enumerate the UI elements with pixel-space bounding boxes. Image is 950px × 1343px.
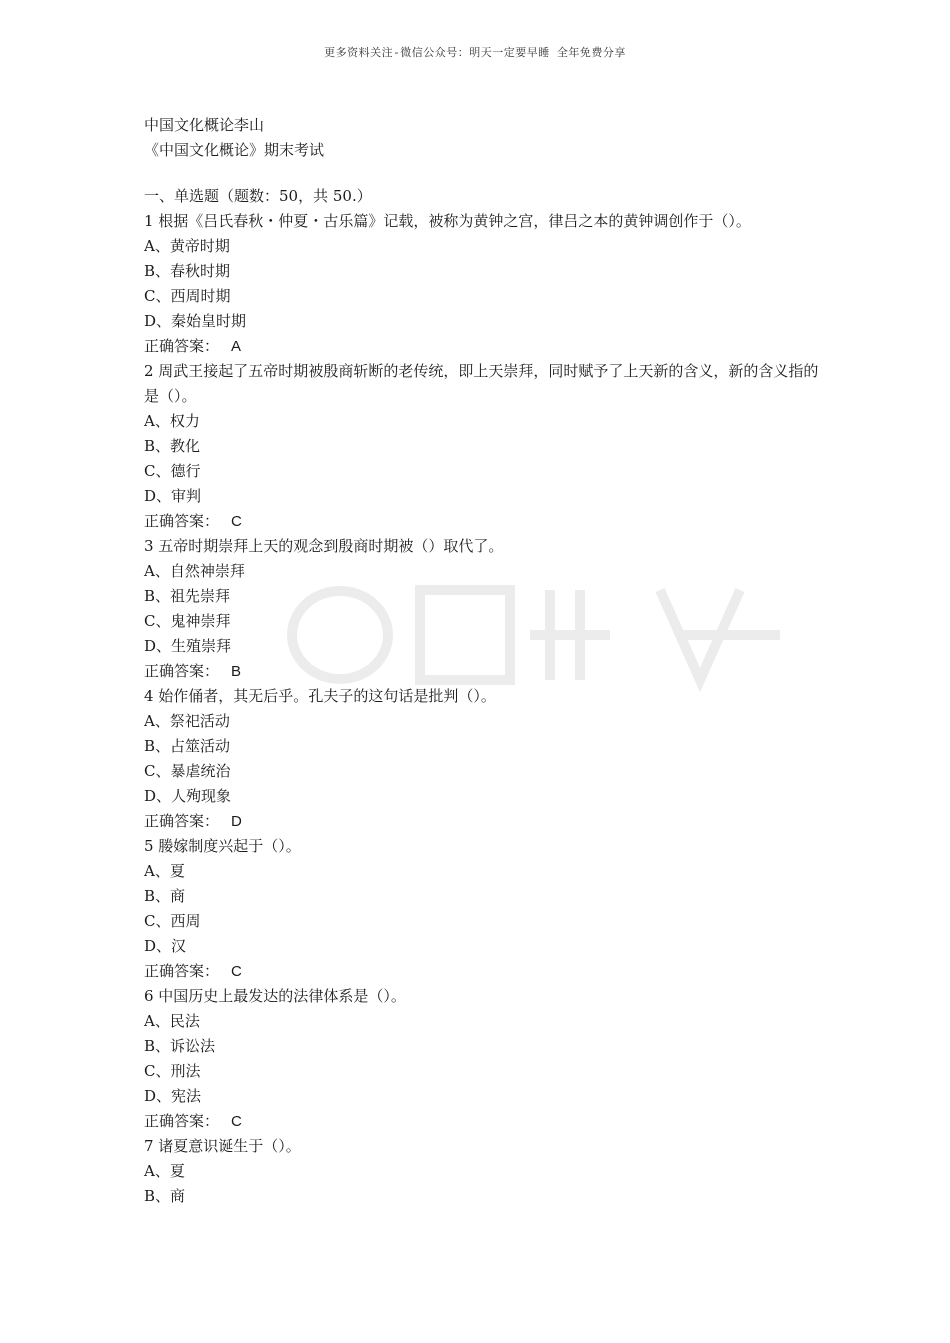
answer-option: B、祖先崇拜 [144, 587, 231, 605]
answer-option: D、生殖崇拜 [144, 637, 232, 655]
answer-option: B、春秋时期 [144, 262, 231, 280]
answer-option: C、德行 [144, 462, 201, 480]
answer-option: C、暴虐统治 [144, 762, 231, 780]
question-text: 3 五帝时期崇拜上天的观念到殷商时期被（）取代了。 [144, 537, 504, 555]
correct-answer [144, 1109, 824, 1134]
section-heading: 一、单选题（题数：50，共 50.） [144, 187, 372, 205]
answer-option: D、宪法 [144, 1087, 202, 1105]
question-block [144, 834, 824, 984]
correct-answer-label: 正确答案： [144, 812, 220, 830]
answer-option: C、西周时期 [144, 287, 231, 305]
correct-answer-label: 正确答案： [144, 1112, 220, 1130]
correct-answer-value: B [231, 663, 242, 680]
correct-answer-value: A [231, 338, 242, 355]
question-block [144, 359, 824, 534]
answer-option: C、西周 [144, 912, 201, 930]
answer-option: B、诉讼法 [144, 1037, 216, 1055]
question-text: 2 周武王接起了五帝时期被殷商斩断的老传统，即上天崇拜，同时赋予了上天新的含义，新的含义指的是（）。 [144, 362, 819, 405]
doc-title: 中国文化概论李山 [144, 116, 265, 134]
answer-option: A、祭祀活动 [144, 712, 230, 730]
answer-option: D、汉 [144, 937, 187, 955]
correct-answer-label: 正确答案： [144, 962, 220, 980]
question-block [144, 534, 824, 684]
answer-option: B、商 [144, 1187, 186, 1205]
question-list [144, 209, 824, 1209]
answer-option: B、教化 [144, 437, 201, 455]
answer-option: C、刑法 [144, 1062, 201, 1080]
correct-answer [144, 509, 824, 534]
question-block [144, 1134, 824, 1209]
question-text: 5 媵嫁制度兴起于（）。 [144, 837, 301, 855]
exam-title: 《中国文化概论》期末考试 [144, 141, 325, 159]
answer-option: D、人殉现象 [144, 787, 232, 805]
question-text: 1 根据《吕氏春秋・仲夏・古乐篇》记载，被称为黄钟之宫，律吕之本的黄钟调创作于（）。 [144, 212, 751, 230]
question-text: 7 诸夏意识诞生于（）。 [144, 1137, 301, 1155]
header-note: 更多资料关注-微信公众号：明天一定要早睡 全年免费分享 [324, 46, 626, 59]
correct-answer-value: C [231, 513, 242, 530]
document-body [144, 113, 824, 1209]
correct-answer [144, 334, 824, 359]
answer-option: A、自然神崇拜 [144, 562, 245, 580]
correct-answer-label: 正确答案： [144, 662, 220, 680]
correct-answer-value: D [231, 813, 242, 830]
correct-answer-label: 正确答案： [144, 337, 220, 355]
question-block [144, 209, 824, 359]
answer-option: A、夏 [144, 862, 185, 880]
correct-answer-value: C [231, 963, 242, 980]
question-text: 4 始作俑者，其无后乎。孔夫子的这句话是批判（）。 [144, 687, 496, 705]
answer-option: B、商 [144, 887, 186, 905]
correct-answer-value: C [231, 1113, 242, 1130]
question-text: 6 中国历史上最发达的法律体系是（）。 [144, 987, 406, 1005]
correct-answer [144, 959, 824, 984]
answer-option: C、鬼神崇拜 [144, 612, 231, 630]
correct-answer-label: 正确答案： [144, 512, 220, 530]
answer-option: D、审判 [144, 487, 202, 505]
correct-answer [144, 659, 824, 684]
answer-option: D、秦始皇时期 [144, 312, 247, 330]
answer-option: B、占筮活动 [144, 737, 231, 755]
answer-option: A、夏 [144, 1162, 185, 1180]
answer-option: A、权力 [144, 412, 200, 430]
answer-option: A、民法 [144, 1012, 200, 1030]
answer-option: A、黄帝时期 [144, 237, 230, 255]
question-block [144, 984, 824, 1134]
question-block [144, 684, 824, 834]
correct-answer [144, 809, 824, 834]
